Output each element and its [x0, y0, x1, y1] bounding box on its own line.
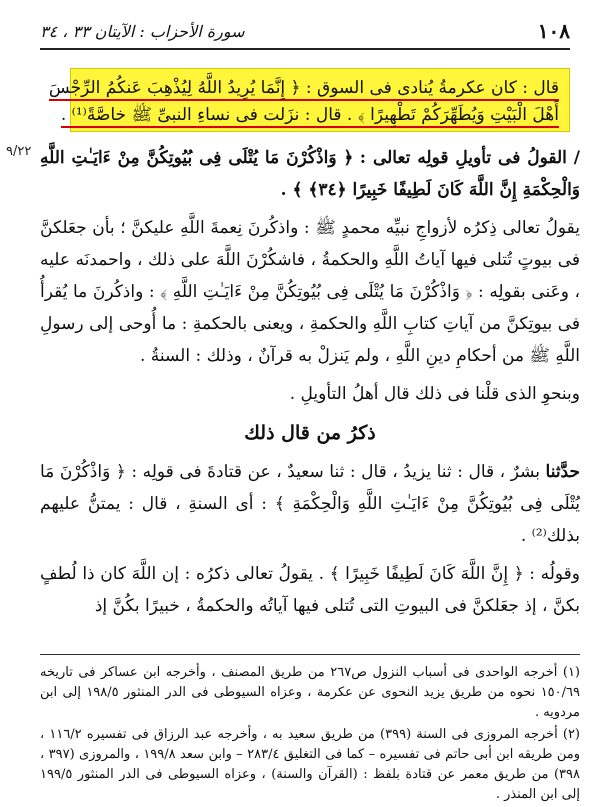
main-text [40, 142, 580, 628]
paragraph-4 [40, 456, 580, 552]
footnotes [40, 654, 580, 807]
highlight-line-1 [48, 75, 559, 102]
margin-reference: ٩/٢٢ [6, 144, 32, 159]
footnote-1: (١) أخرجه الواحدى فى أسباب النزول ص٢٦٧ من طريق المصنف ، وأخرجه ابن عساكر فى تاريخه ١٥٠/٦٩ نحوه من طريق يزيد النحوى عن عكرمة ، وعزاه السيوطى فى الدر المنثور ١٩٨/٥ إلى ابن مردويه . [40, 665, 580, 720]
highlight-line-2 [60, 102, 559, 129]
narration-text: بشرٌ ، قال : ثنا يزيدُ ، قال : ثنا سعيدٌ ، عن قتادةَ فى قولِه : ﴿ وَاذْكُرْنَ مَا يُتْلَى فِى بُيُوتِكُنَّ مِنْ ءَايَـٰتِ اللَّهِ وَالْحِكْمَةِ ﴾ : أى السنةِ ، قال : يمتنُّ عليهم بذلك⁽²⁾ . [40, 462, 580, 546]
section-label: / القولُ فى تأويلِ قولِه تعالى : [359, 148, 580, 168]
page-number: ١٠٨ [537, 19, 570, 43]
paragraph-3: وبنحوِ الذى قلْنا فى ذلك قال أهلُ التأويلِ . [289, 384, 580, 404]
verse-text: ﴿ وَاذْكُرْنَ مَا يُتْلَى فِى بُيُوتِكُنَّ مِنْ ءَايَـٰتِ اللَّهِ وَالْحِكْمَةِ إِنَّ اللَّهَ كَانَ لَطِيفًا خَبِيرًا ﴿٣٤﴾ ﴾ . [40, 148, 580, 200]
surah-title: سورة الأحزاب : الآيتان ٣٣ ، ٣٤ [40, 21, 245, 41]
footnote-2: (٢) أخرجه المروزى فى السنة (٣٩٩) من طريق سعيد به ، وأخرجه عبد الرزاق فى تفسيره ١١٦/٢ ، ومن طريقه ابن أبى حاتم فى تفسيره – كما فى التغليق ٢٨٣/٤ – وابن سعد ١٩٩/٨ ، والمروزى (٣٩٧ ، ٣٩٨) من طريق معمر عن قتادة بلفظ : (القرآن والسنة) ، وعزاه السيوطى فى الدر المنثور ١٩٩/٥ إلى ابن المنذر . [40, 727, 581, 802]
highlighted-passage [48, 68, 570, 132]
highlight-text-1: قال : كان عكرمةُ يُنادى فى السوق : ﴿ إِنَّمَا يُرِيدُ اللَّهُ لِيُذْهِبَ عَنكُمُ الرِّجْسَ [49, 78, 559, 101]
highlight-text-2: أَهْلَ الْبَيْتِ وَيُطَهِّرَكُمْ تَطْهِيرًا ﴾ . قال : نزَلت فى نساءِ النبىِّ ﷺ خاصَّةً⁽¹⁾ . [61, 105, 559, 128]
narration-label: حدَّثنا [545, 462, 580, 482]
paragraph-5: وقولُه : ﴿ إِنَّ اللَّهَ كَانَ لَطِيفًا خَبِيرًا ﴾ . يقولُ تعالى ذكرُه : إن اللَّهَ كان ذا لُطفٍ بكنَّ ، إذ جعَلكنَّ فى البيوتِ التى تُتلى فيها آياتُه والحكمةُ ، خبيرًا بكُنَّ إذ [40, 564, 580, 616]
paragraph-1 [40, 142, 580, 206]
paragraph-2: يقولُ تعالى ذِكرُه لأزواجِ نبيِّه محمدٍ ﷺ : واذكُرنَ نِعمةَ اللَّهِ عليكنَّ ؛ بأن جعَلكنَّ فى بيوتٍ تُتلى فيها آياتُ اللَّهِ والحكمةُ ، فاشكُرْنَ اللَّهَ على ذلك ، واحمدنَه عليه ، وعَنى بقولِه : ﴿ وَاذْكُرْنَ مَا يُتْلَى فِى بُيُوتِكُنَّ مِنْ ءَايَـٰتِ اللَّهِ ﴾ : واذكُرنَ ما يُقرأُ فى بيوتِكنَّ من آياتِ كتابِ اللَّهِ والحكمةِ ، ويعنى بالحكمةِ : ما أُوحى إلى رسولِ اللَّهِ ﷺ من أحكامِ دينِ اللَّهِ ، ولم يَنزلْ به قرآنٌ ، وذلك : السنةُ . [40, 218, 580, 366]
page-header [40, 14, 570, 50]
section-heading: ذكرُ من قال ذلك [244, 422, 376, 444]
